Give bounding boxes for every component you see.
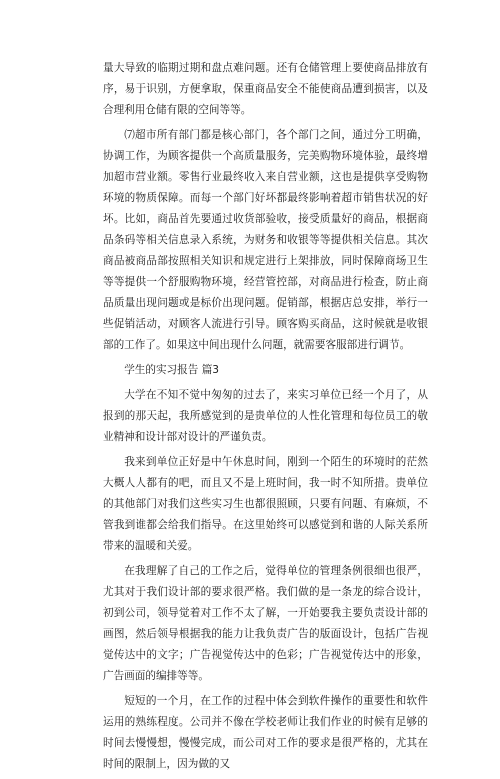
document-body bbox=[103, 58, 428, 779]
paragraph-work-understanding: 在我理解了自己的工作之后，觉得单位的管理条例很细也很严，尤其对于我们设计部的要求很严格。我们做的是一条龙的综合设计，初到公司，领导觉着对工作不太了解，一开始要我主要负责设计部的画图，然后领导根据我的能力让我负责广告的版面设计，包括广告视觉传达中的文字；广告视觉传达中的色彩；广告视觉传达中的形象，广告画面的编排等等。 bbox=[103, 565, 428, 682]
paragraph-one-month: 短短的一个月，在工作的过程中体会到软件操作的重要性和软件运用的熟练程度。公司并不像在学校老师让我们作业的时候有足够的时间去慢慢想，慢慢完成，而公司对工作的要求是很严格的，尤其在时间的限制上，因为做的又 bbox=[103, 695, 428, 770]
paragraph-departments: ⑺超市所有部门都是核心部门，各个部门之间，通过分工明确，协调工作，为顾客提供一个高质量服务，完美购物环境体验，最终增加超市营业额。零售行业最终收入来自营业额，这也是提供享受购物环境的物质保障。而每一个部门好坏都最终影响着超市销售状况的好坏。比如，商品首先要通过收货部验收，接受质量好的商品，根据商品条码等相关信息录入系统，为财务和收银等等提供相关信息。其次商品被商品部按照相关知识和规定进行上架排放，同时保障商场卫生等等提供一个舒服购物环境，经营管控部，对商品进行检查，防止商品质量出现问题或是标价出现问题。促销部，根据店总安排，举行一些促销活动，对顾客人流进行引导。顾客购买商品，这时候就是收银部的工作了。如果这中间出现什么问题，就需要客服部进行调节。 bbox=[103, 129, 428, 351]
paragraph-warehouse-management: 量大导致的临期过期和盘点难问题。还有仓储管理上要使商品排放有序，易于识别，方便拿取，保重商品安全不能使商品遭到损害，以及合理利用仓储有限的空间等等。 bbox=[103, 62, 428, 116]
section-heading: 学生的实习报告 篇3 bbox=[124, 364, 220, 376]
paragraph-arrival: 我来到单位正好是中午休息时间，刚到一个陌生的环境时的茫然大概人人都有的吧，而且又不是上班时间，我一时不知所措。贵单位的其他部门对我们这些实习生也都很照顾，只要有问题、有麻烦，不管我到谁都会给我们指导。在这里始终可以感觉到和谐的人际关系所带来的温暖和关爱。 bbox=[103, 456, 428, 552]
paragraph-intro: 大学在不知不觉中匆匆的过去了，来实习单位已经一个月了，从报到的那天起，我所感觉到的是贵单位的人性化管理和每位员工的敬业精神和设计部对设计的严谨负责。 bbox=[103, 389, 428, 443]
